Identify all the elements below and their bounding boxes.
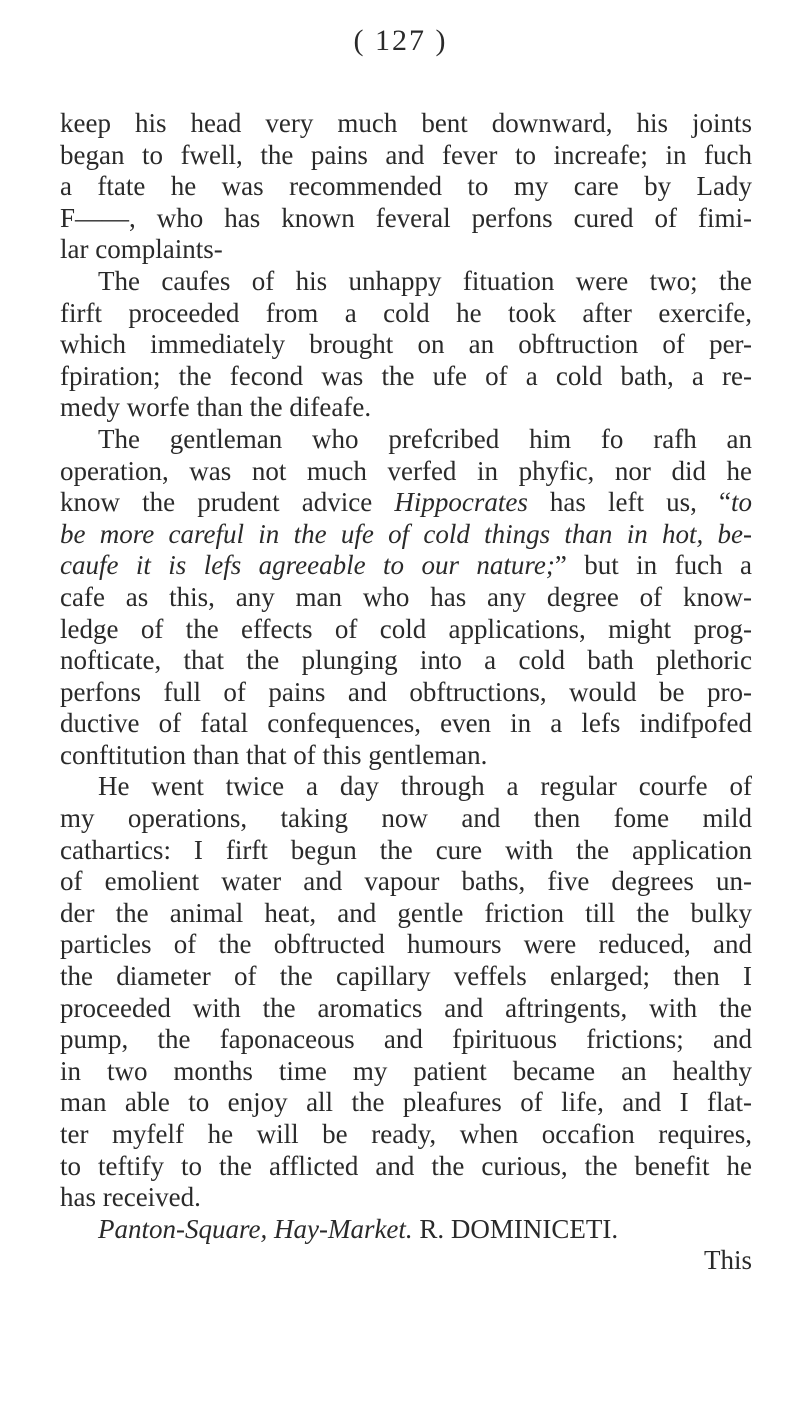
text-segment: has left us, “: [527, 487, 731, 518]
text-line: [60, 171, 752, 203]
text-line: [60, 898, 752, 930]
text-line: [60, 677, 752, 709]
text-segment: of emolient water and vapour baths, five degrees un-: [60, 866, 752, 897]
text-segment: know the prudent advice: [60, 487, 395, 518]
italic-text-segment: Panton-Square, Hay-Market.: [98, 1213, 413, 1244]
text-segment: proceeded with the aromatics and aftringents, with the: [60, 992, 752, 1023]
text-line: [60, 266, 752, 298]
text-line: [60, 645, 752, 677]
text-line: [60, 1024, 752, 1056]
text-segment: began to fwell, the pains and fever to increafe; in fuch: [60, 139, 752, 170]
text-line: [60, 582, 752, 614]
text-line: [60, 298, 752, 330]
text-segment: man able to enjoy all the pleafures of life, and I flat-: [60, 1087, 752, 1118]
text-line: [60, 1087, 752, 1119]
page-number: ( 127 ): [353, 24, 448, 57]
text-segment: He went twice a day through a regular courfe of: [98, 771, 752, 802]
text-line: [60, 1119, 752, 1151]
text-segment: has received.: [60, 1182, 201, 1213]
text-segment: lar complaints-: [60, 234, 223, 265]
text-line: [60, 740, 752, 772]
text-segment: keep his head very much bent downward, his joints: [60, 108, 752, 138]
text-segment: to teftify to the afflicted and the curious, the benefit he: [60, 1150, 752, 1181]
text-line: [60, 234, 752, 266]
italic-text-segment: be more careful in the ufe of cold things than in hot, be-: [60, 518, 752, 549]
text-line: [60, 1182, 752, 1214]
text-segment: which immediately brought on an obftruction of per-: [60, 329, 752, 360]
text-segment: pump, the faponaceous and fpirituous frictions; and: [60, 1024, 752, 1055]
text-line: [60, 1245, 752, 1277]
text-segment: perfons full of pains and obftructions, would be pro-: [60, 676, 752, 707]
text-line: [60, 993, 752, 1025]
text-line: [60, 866, 752, 898]
text-segment: particles of the obftructed humours were reduced, and: [60, 929, 752, 960]
text-segment: The gentleman who prefcribed him fo rafh an: [98, 423, 752, 454]
text-line: [60, 140, 752, 172]
body-text: [60, 108, 752, 1277]
italic-text-segment: caufe it is lefs agreeable to our nature;: [60, 550, 555, 581]
italic-text-segment: Hippocrates: [394, 487, 528, 518]
text-segment: a ftate he was recommended to my care by Lady: [60, 171, 752, 202]
text-segment: conftitution than that of this gentleman.: [60, 739, 488, 770]
text-line: [60, 803, 752, 835]
text-segment: This: [703, 1245, 752, 1276]
text-line: [60, 550, 752, 582]
text-segment: nofticate, that the plunging into a cold bath plethoric: [60, 645, 752, 676]
text-line: [60, 329, 752, 361]
text-segment: cafe as this, any man who has any degree of know-: [60, 581, 752, 612]
text-line: [60, 487, 752, 519]
text-segment: ” but in fuch a: [554, 550, 752, 581]
text-segment: R. DOMINICETI.: [412, 1213, 619, 1244]
text-segment: medy worfe than the difeafe.: [60, 392, 372, 423]
text-line: [60, 708, 752, 740]
text-segment: operation, was not much verfed in phyfic, nor did he: [60, 455, 752, 486]
text-segment: in two months time my patient became an healthy: [60, 1055, 752, 1086]
text-segment: der the animal heat, and gentle friction till the bulky: [60, 897, 752, 928]
text-segment: ductive of fatal confequences, even in a lefs indifpofed: [60, 708, 752, 739]
text-line: [60, 519, 752, 551]
text-line: [60, 108, 752, 140]
text-segment: The caufes of his unhappy fituation were two; the: [98, 265, 752, 296]
text-segment: firft proceeded from a cold he took after exercife,: [60, 297, 752, 328]
text-line: [60, 203, 752, 235]
text-segment: F——, who has known feveral perfons cured of fimi-: [60, 202, 752, 233]
text-segment: fpiration; the fecond was the ufe of a cold bath, a re-: [60, 360, 752, 391]
text-line: [60, 1056, 752, 1088]
text-line: [60, 835, 752, 867]
text-line: [60, 771, 752, 803]
text-line: [60, 361, 752, 393]
text-line: [60, 1151, 752, 1183]
text-line: [60, 929, 752, 961]
text-segment: cathartics: I firft begun the cure with the application: [60, 834, 752, 865]
text-line: [60, 424, 752, 456]
text-line: [60, 614, 752, 646]
text-segment: ter myfelf he will be ready, when occafion requires,: [60, 1119, 752, 1149]
italic-text-segment: to: [730, 487, 752, 518]
text-line: [60, 1214, 752, 1246]
text-segment: my operations, taking now and then fome mild: [60, 803, 752, 834]
text-line: [60, 961, 752, 993]
text-segment: the diameter of the capillary veffels enlarged; then I: [60, 961, 752, 992]
text-segment: ledge of the effects of cold applications, might prog-: [60, 613, 752, 644]
text-line: [60, 456, 752, 488]
text-line: [60, 392, 752, 424]
